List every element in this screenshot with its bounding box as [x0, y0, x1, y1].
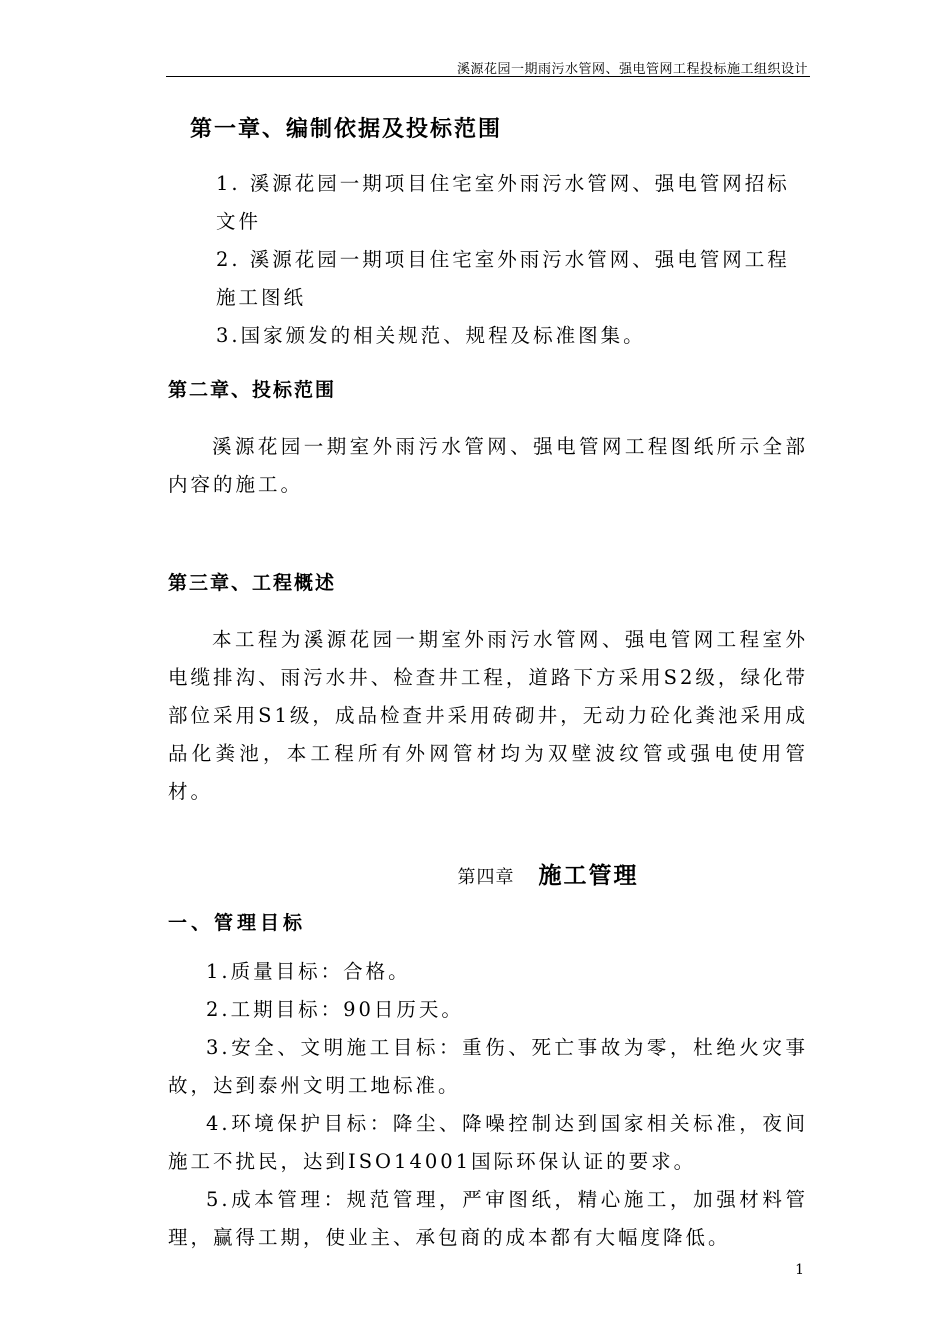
list-item: 4.环境保护目标：降尘、降噪控制达到国家相关标准，夜间施工不扰民，达到ISO14001国际环保认证的要求。 — [168, 1112, 808, 1173]
list-item: 1. 溪源花园一期项目住宅室外雨污水管网、强电管网招标 — [216, 172, 790, 195]
chapter3-body: 本工程为溪源花园一期室外雨污水管网、强电管网工程室外电缆排沟、雨污水井、检查井工程，道路下方采用S2级，绿化带部位采用S1级，成品检查井采用砖砌井，无动力砼化粪池采用成品化粪池，本工程所有外网管材均为双壁波纹管或强电使用管材。 — [168, 628, 808, 803]
section-title: 一、管理目标 — [168, 912, 307, 934]
list-item: 1.质量目标：合格。 — [206, 960, 411, 983]
chapter2-body: 溪源花园一期室外雨污水管网、强电管网工程图纸所示全部内容的施工。 — [168, 435, 808, 496]
running-header: 溪源花园一期雨污水管网、强电管网工程投标施工组织设计 — [456, 62, 808, 77]
page-number: 1 — [795, 1262, 804, 1278]
header-rule — [166, 76, 810, 77]
list-item: 5.成本管理：规范管理，严审图纸，精心施工，加强材料管理，赢得工期，使业主、承包商的成本都有大幅度降低。 — [168, 1188, 808, 1249]
chapter4-label: 第四章 — [457, 867, 515, 888]
chapter4-heading — [168, 857, 808, 890]
list-item: 3.安全、文明施工目标：重伤、死亡事故为零，杜绝火灾事故，达到泰州文明工地标准。 — [168, 1036, 808, 1097]
goals-list — [168, 953, 808, 1257]
list-item: 3.国家颁发的相关规范、规程及标准图集。 — [216, 324, 646, 347]
list-item: 2.工期目标：90日历天。 — [206, 998, 464, 1021]
list-item-continued: 施工图纸 — [216, 286, 307, 309]
chapter1-title: 第一章、编制依据及投标范围 — [190, 116, 503, 142]
chapter2-title: 第二章、投标范围 — [168, 379, 337, 401]
list-item-continued: 文件 — [216, 210, 262, 233]
document-body — [168, 112, 808, 1257]
chapter4-title: 施工管理 — [538, 862, 639, 889]
chapter3-title: 第三章、工程概述 — [168, 572, 337, 594]
list-item: 2. 溪源花园一期项目住宅室外雨污水管网、强电管网工程 — [216, 248, 790, 271]
chapter1-list — [168, 165, 808, 355]
